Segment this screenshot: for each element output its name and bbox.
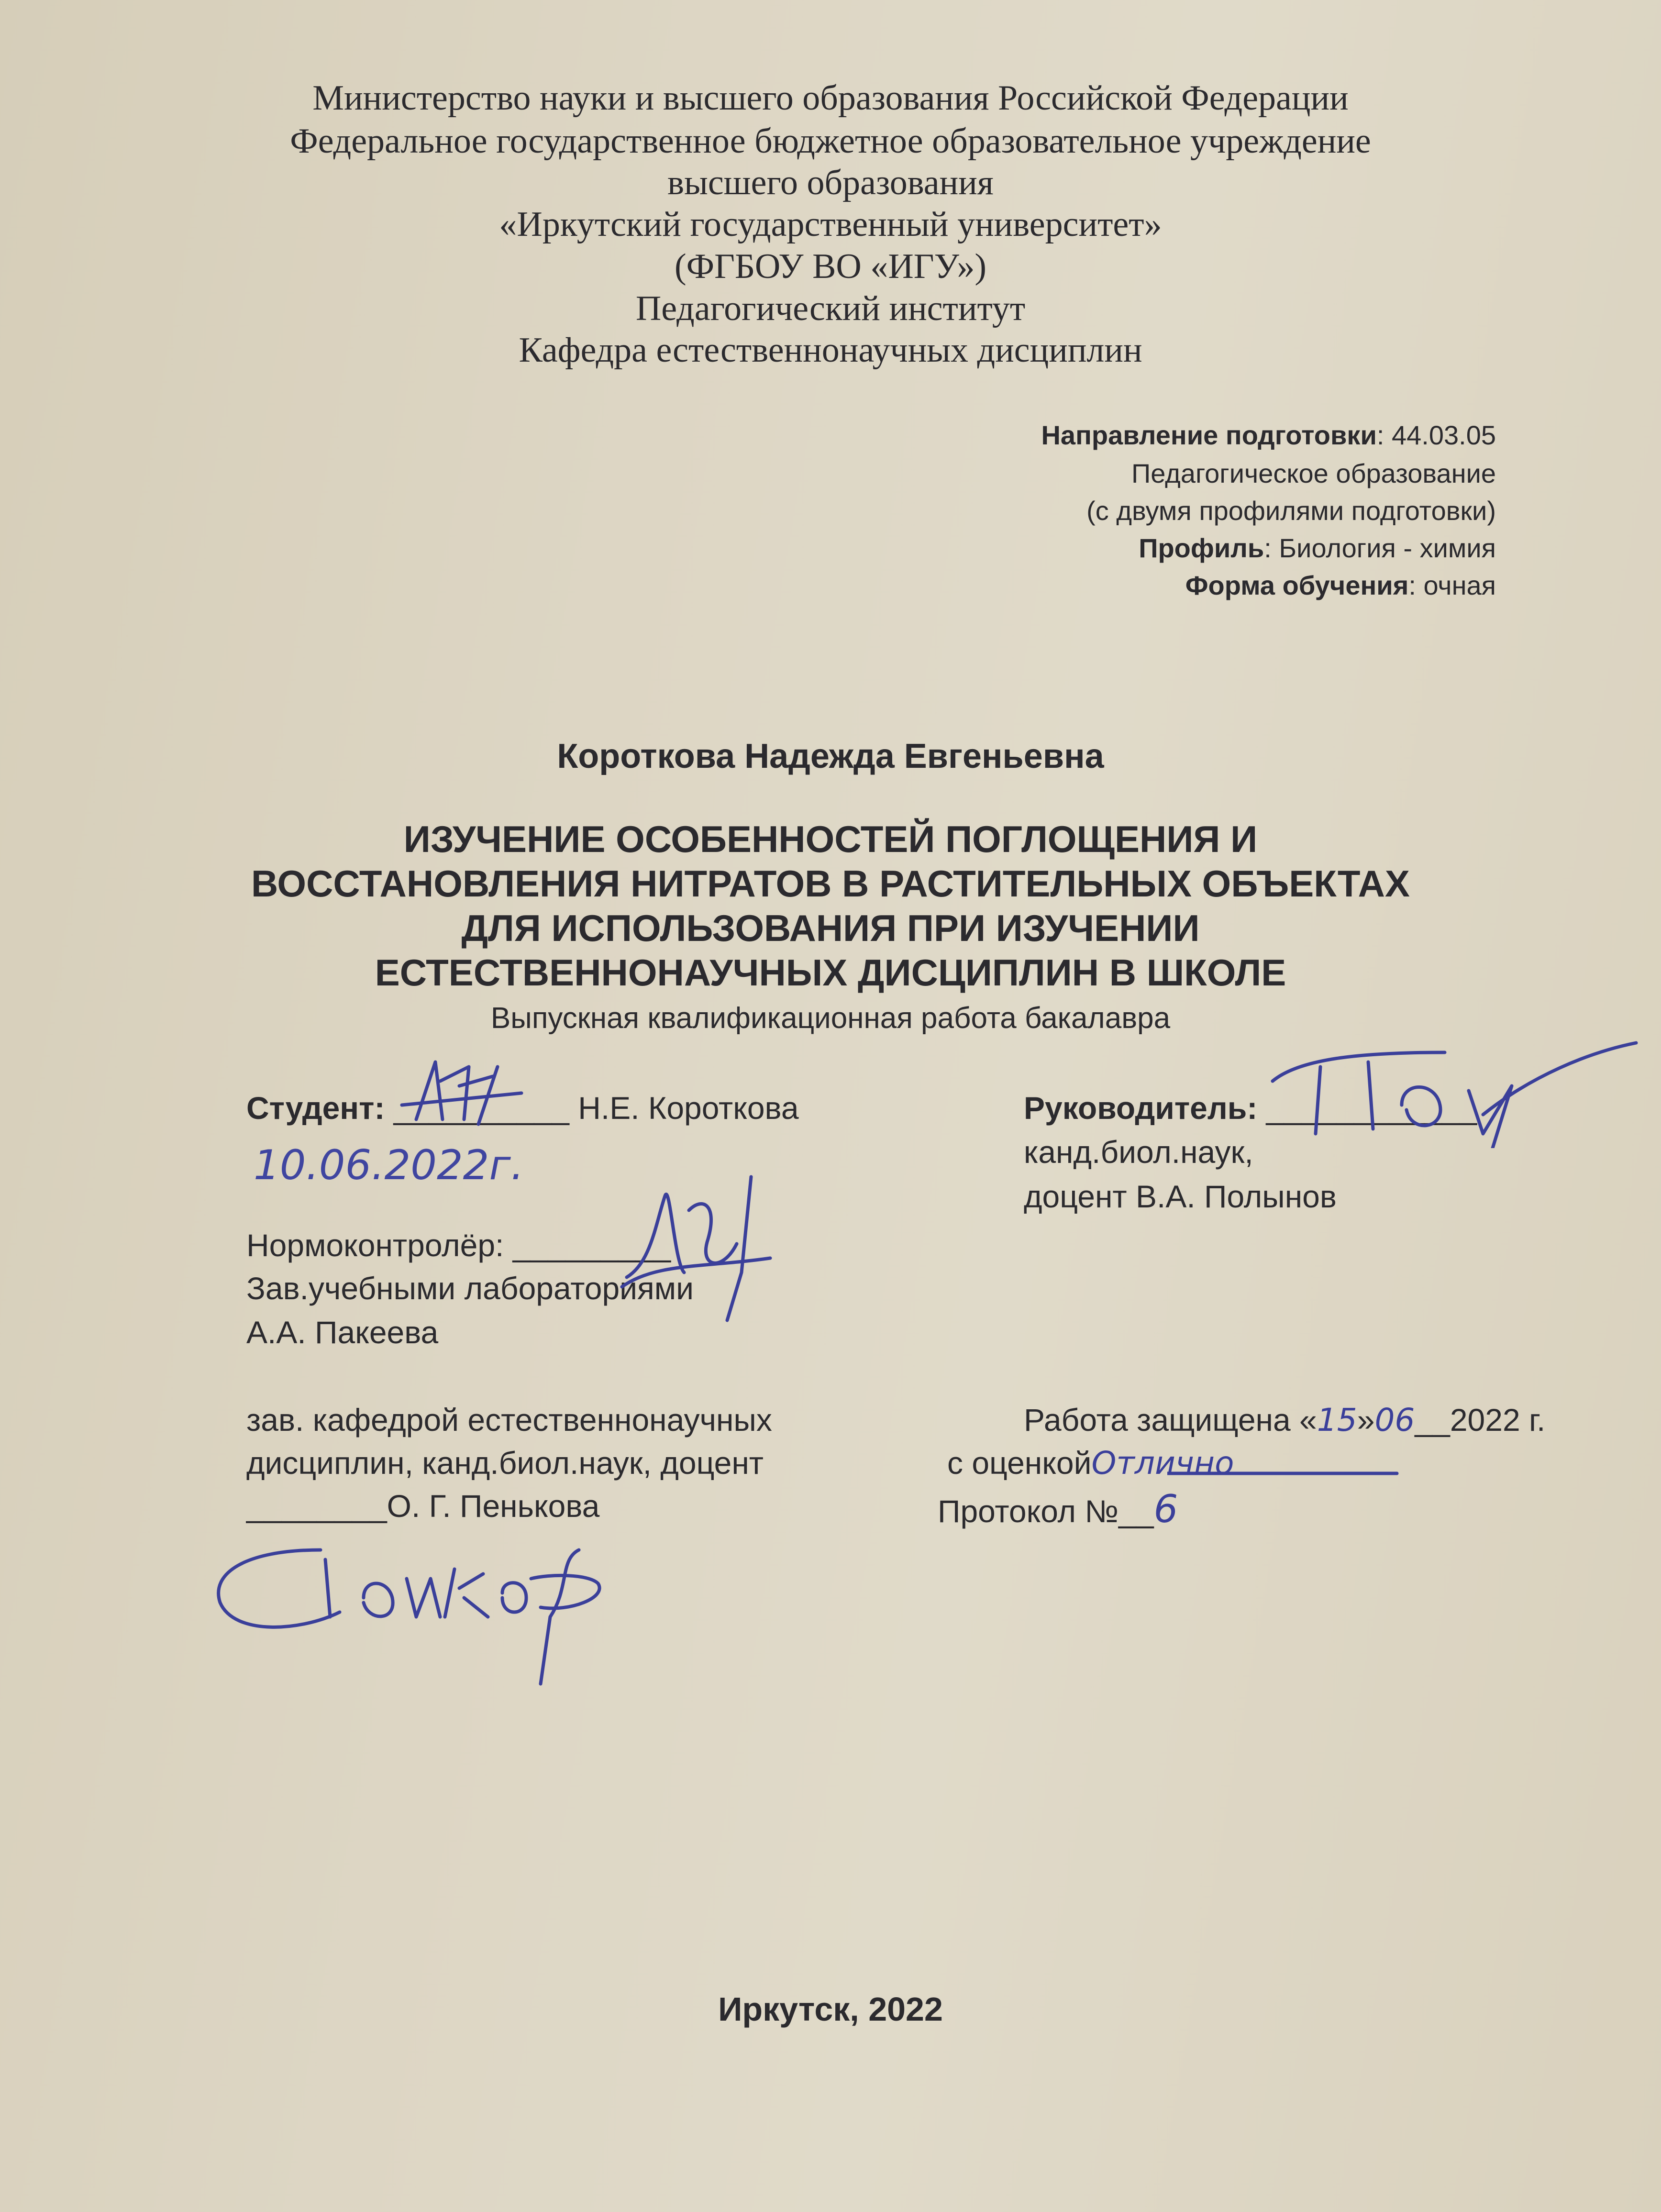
student-date-handwritten (249, 1134, 584, 1196)
study-form-value: : очная (1408, 570, 1496, 600)
protocol-line (938, 1487, 1178, 1531)
thesis-title-line-1: ИЗУЧЕНИЕ ОСОБЕННОСТЕЙ ПОГЛОЩЕНИЯ И (403, 818, 1258, 860)
work-type: Выпускная квалификационная работа бакалавра (490, 1002, 1171, 1035)
direction-code: : 44.03.05 (1376, 420, 1496, 450)
head-position-line-2: дисциплин, канд.биол.наук, доцент (246, 1445, 764, 1481)
study-form-line (1185, 572, 1496, 599)
thesis-title-line-2: ВОССТАНОВЛЕНИЯ НИТРАТОВ В РАСТИТЕЛЬНЫХ ОБЪЕКТАХ (251, 863, 1410, 905)
svg-text:10.06.2022г.: 10.06.2022г. (254, 1141, 524, 1189)
normcontrol-signature (608, 1167, 789, 1330)
city-year: Иркутск, 2022 (718, 1991, 943, 2028)
direction-line (1041, 422, 1496, 449)
supervisor-label: Руководитель: (1024, 1090, 1266, 1126)
institute-name: Педагогический институт (635, 289, 1026, 328)
head-signature (206, 1531, 684, 1703)
thesis-title-line-3: ДЛЯ ИСПОЛЬЗОВАНИЯ ПРИ ИЗУЧЕНИИ (461, 907, 1200, 949)
protocol-label: Протокол № (938, 1493, 1119, 1529)
education-level-line: высшего образования (667, 163, 994, 202)
student-signature-blank: __________ (393, 1090, 569, 1126)
normcontrol-label: Нормоконтролёр: (246, 1228, 513, 1263)
head-signature-blank: ________ (246, 1488, 387, 1524)
study-form-label: Форма обучения (1185, 570, 1409, 600)
university-abbr: (ФГБОУ ВО «ИГУ») (675, 247, 986, 286)
ministry-line: Министерство науки и высшего образования Российской Федерации (312, 78, 1349, 118)
protocol-number: 6 (1153, 1487, 1178, 1531)
profile-line (1139, 535, 1496, 562)
supervisor-signature (1244, 1038, 1655, 1148)
grade-label: с оценкой (947, 1445, 1092, 1481)
protocol-blank: __ (1118, 1493, 1154, 1529)
defense-year: __2022 г. (1415, 1402, 1546, 1438)
profile-label: Профиль (1139, 533, 1264, 563)
supervisor-degree: канд.биол.наук, (1024, 1134, 1253, 1170)
defense-prefix: Работа защищена « (1024, 1402, 1317, 1438)
author-name: Короткова Надежда Евгеньевна (557, 737, 1104, 775)
supervisor-name: доцент В.А. Полынов (1024, 1179, 1337, 1214)
normcontrol-position: Зав.учебными лабораториями (246, 1271, 694, 1306)
normcontrol-signature-blank: _________ (512, 1228, 671, 1263)
grade-underline-scribble (1167, 1382, 1454, 1488)
thesis-title-line-4: ЕСТЕСТВЕННОНАУЧНЫХ ДИСЦИПЛИН В ШКОЛЕ (375, 951, 1286, 994)
student-label: Студент: (246, 1090, 394, 1126)
direction-note: (с двумя профилями подготовки) (1086, 496, 1496, 526)
normcontrol-name: А.А. Пакеева (246, 1315, 439, 1350)
profile-value: : Биология - химия (1264, 533, 1496, 563)
head-position-line-1: зав. кафедрой естественнонаучных (246, 1402, 772, 1438)
defense-mid: » (1357, 1402, 1375, 1438)
defense-day: 15 (1317, 1402, 1357, 1438)
head-name: О. Г. Пенькова (387, 1488, 600, 1524)
student-signature (397, 1048, 598, 1143)
grade-value: Отлично (1091, 1445, 1234, 1482)
defense-month: 06 (1374, 1402, 1415, 1438)
direction-label: Направление подготовки (1041, 420, 1377, 450)
department-name: Кафедра естественнонаучных дисциплин (519, 331, 1142, 370)
direction-name: Педагогическое образование (1131, 458, 1496, 488)
head-line (246, 1490, 599, 1522)
supervisor-signature-blank: ____________ (1266, 1090, 1477, 1126)
student-name: Н.Е. Короткова (569, 1090, 799, 1126)
institution-type-line: Федеральное государственное бюджетное образовательное учреждение (290, 122, 1371, 161)
university-name: «Иркутский государственный университет» (499, 205, 1162, 244)
